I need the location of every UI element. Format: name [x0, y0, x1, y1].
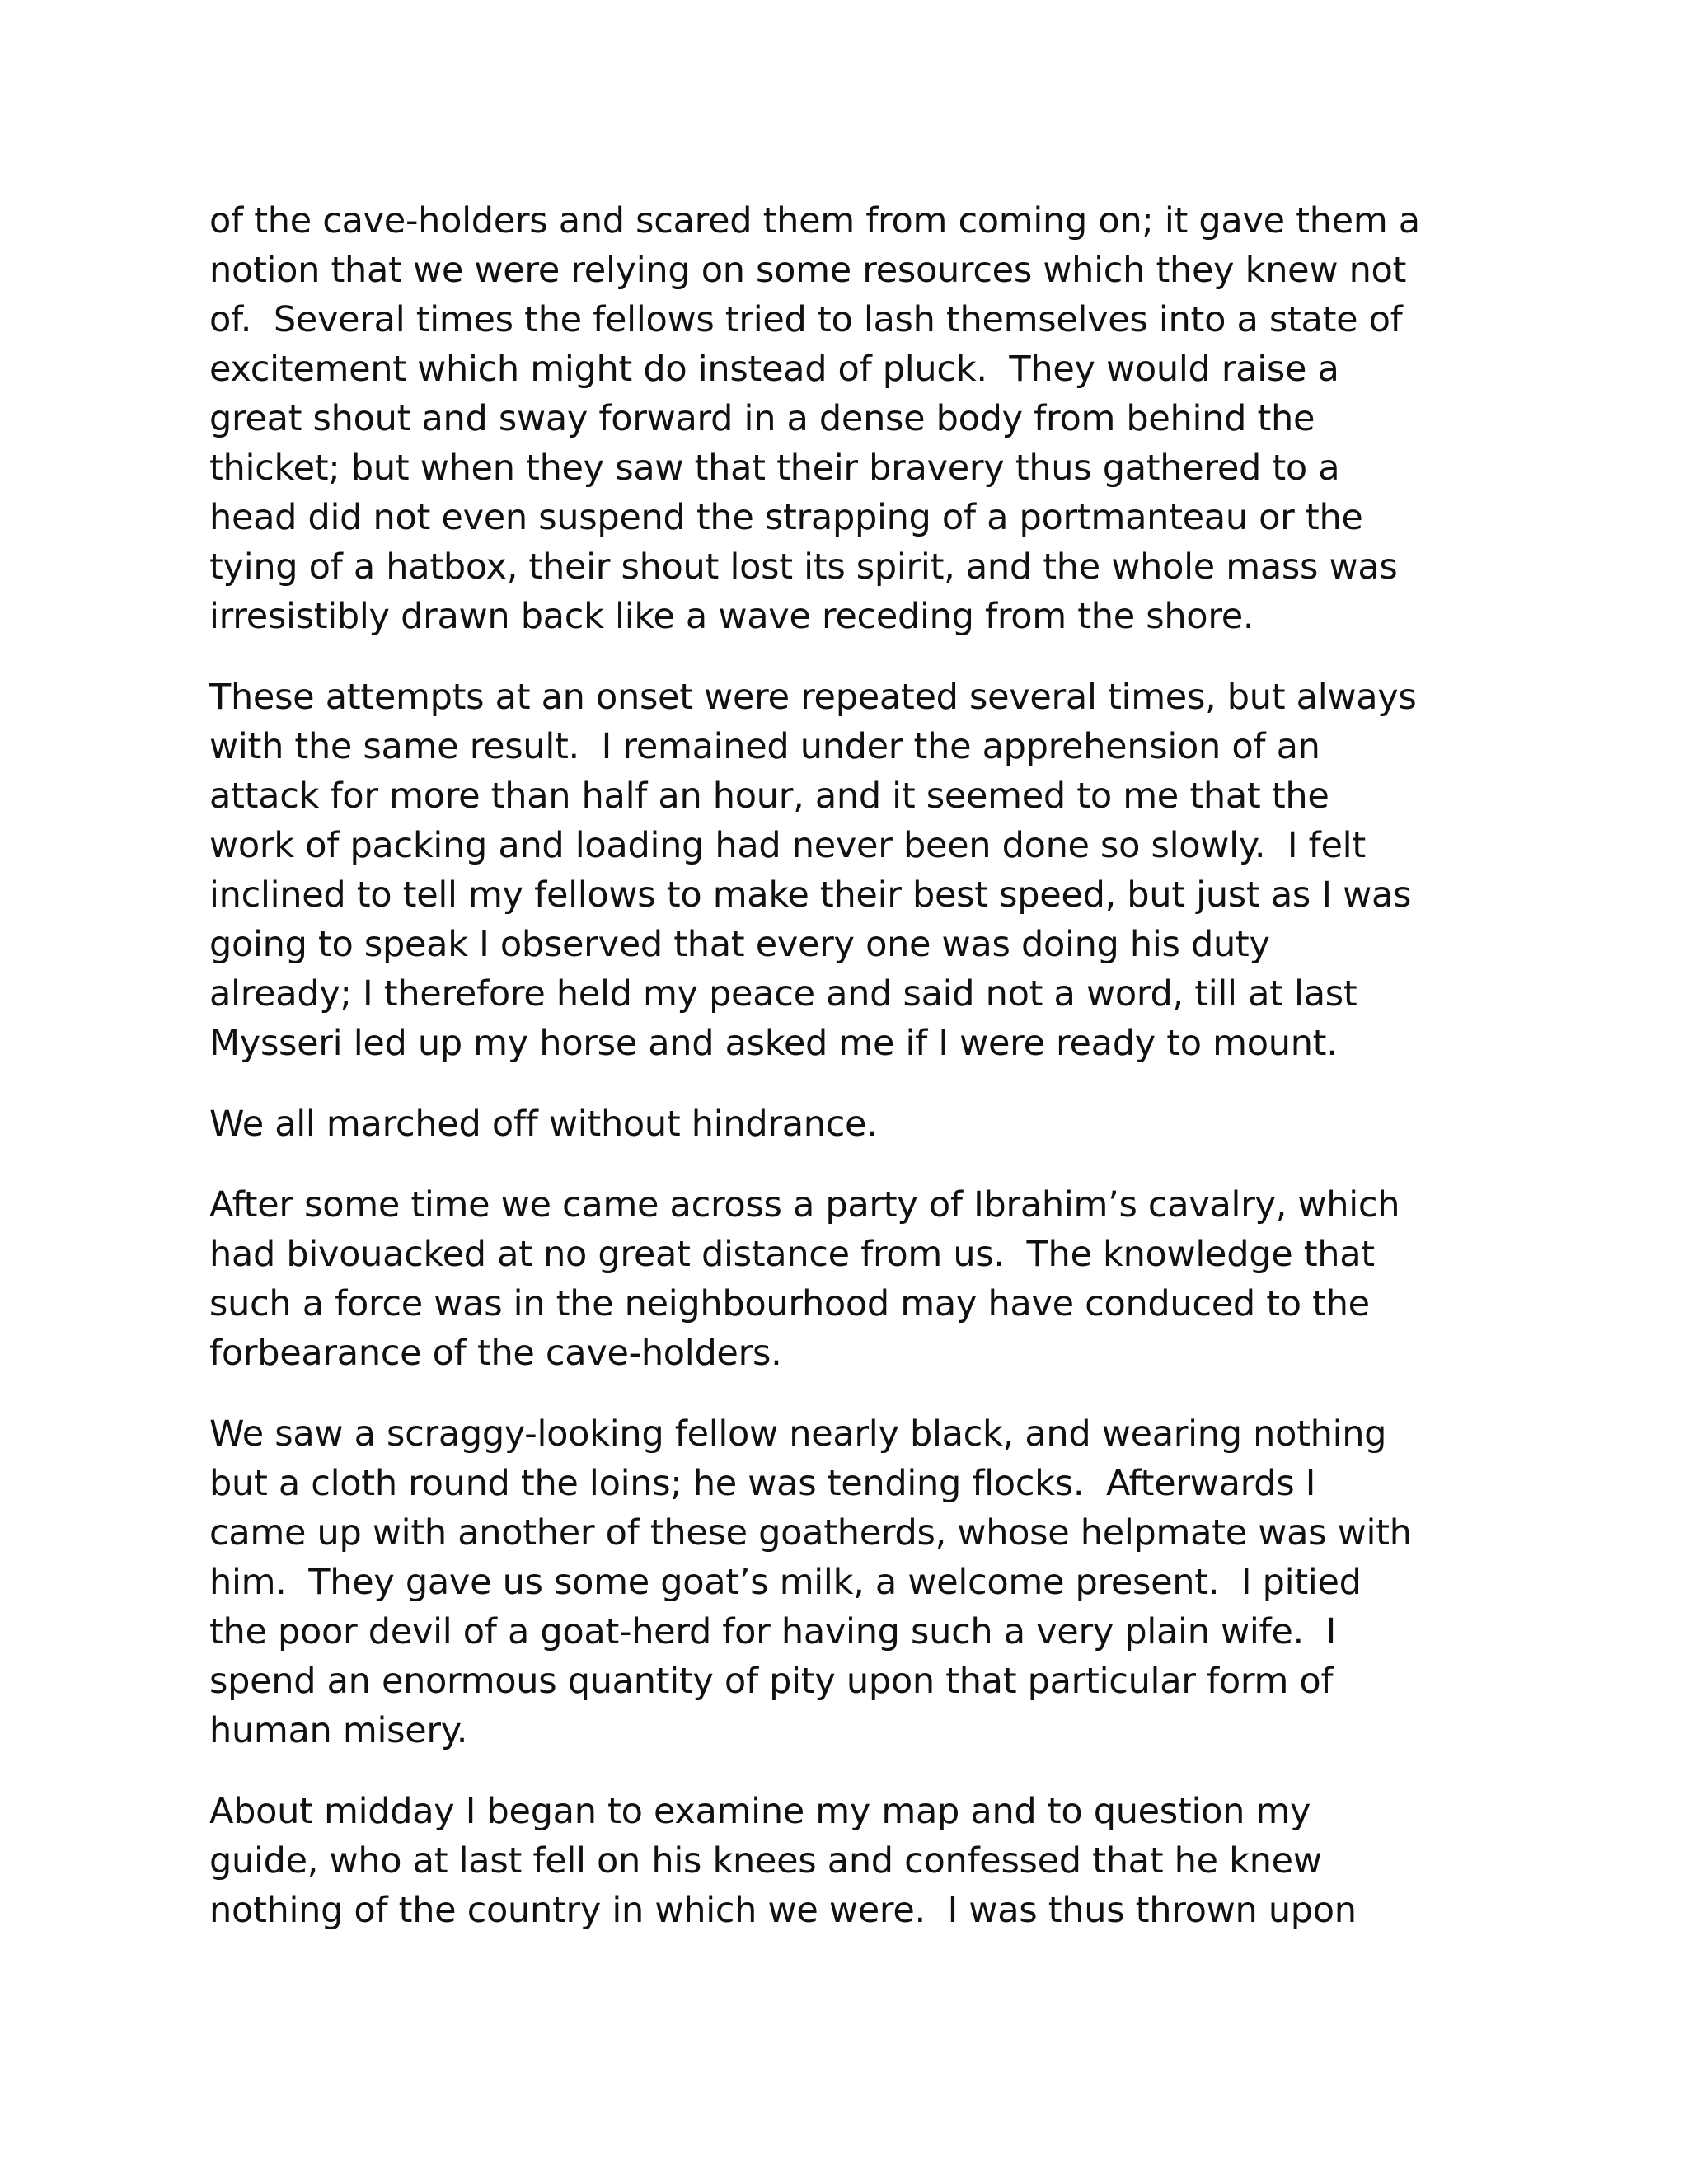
text-line: head did not even suspend the strapping of a portmanteau or the	[209, 497, 1363, 538]
text-line: Mysseri led up my horse and asked me if I were ready to mount.	[209, 1023, 1338, 1064]
text-line: came up with another of these goatherds, whose helpmate was with	[209, 1512, 1412, 1554]
text-line: About midday I began to examine my map and to question my	[209, 1791, 1311, 1832]
text-line: We all marched off without hindrance.	[209, 1104, 878, 1145]
text-line: guide, who at last fell on his knees and confessed that he knew	[209, 1840, 1322, 1882]
text-line: nothing of the country in which we were. I was thus thrown upon	[209, 1890, 1357, 1931]
text-line: great shout and sway forward in a dense body from behind the	[209, 398, 1315, 439]
text-line: of the cave-holders and scared them from coming on; it gave them a	[209, 200, 1420, 241]
paragraph	[209, 196, 1495, 641]
text-line: such a force was in the neighbourhood may have conduced to the	[209, 1283, 1370, 1324]
paragraph	[209, 1787, 1495, 1935]
text-line: These attempts at an onset were repeated several times, but always	[209, 677, 1417, 718]
text-line: the poor devil of a goat-herd for having such a very plain wife. I	[209, 1611, 1337, 1652]
body-text	[209, 196, 1495, 1966]
text-line: already; I therefore held my peace and said not a word, till at last	[209, 973, 1357, 1015]
text-line: inclined to tell my fellows to make their best speed, but just as I was	[209, 874, 1412, 916]
paragraph	[209, 1099, 1495, 1149]
text-line: had bivouacked at no great distance from us. The knowledge that	[209, 1234, 1375, 1275]
text-line: forbearance of the cave-holders.	[209, 1333, 782, 1374]
text-line: After some time we came across a party of Ibrahim’s cavalry, which	[209, 1184, 1400, 1226]
paragraph	[209, 1180, 1495, 1378]
text-line: tying of a hatbox, their shout lost its spirit, and the whole mass was	[209, 546, 1398, 588]
text-line: going to speak I observed that every one was doing his duty	[209, 924, 1270, 965]
text-line: excitement which might do instead of pluck. They would raise a	[209, 349, 1339, 390]
text-line: human misery.	[209, 1710, 468, 1751]
text-line: notion that we were relying on some resources which they knew not	[209, 250, 1407, 291]
text-line: of. Several times the fellows tried to lash themselves into a state of	[209, 299, 1403, 340]
text-line: with the same result. I remained under the apprehension of an	[209, 726, 1320, 767]
text-line: We saw a scraggy-looking fellow nearly black, and wearing nothing	[209, 1413, 1387, 1455]
text-line: work of packing and loading had never been done so slowly. I felt	[209, 825, 1366, 866]
text-line: attack for more than half an hour, and it seemed to me that the	[209, 776, 1329, 817]
text-line: but a cloth round the loins; he was tending flocks. Afterwards I	[209, 1463, 1316, 1504]
text-line: thicket; but when they saw that their bravery thus gathered to a	[209, 448, 1340, 489]
text-line: him. They gave us some goat’s milk, a welcome present. I pitied	[209, 1562, 1362, 1603]
paragraph	[209, 673, 1495, 1068]
text-line: irresistibly drawn back like a wave receding from the shore.	[209, 596, 1254, 637]
text-line: spend an enormous quantity of pity upon that particular form of	[209, 1661, 1334, 1702]
paragraph	[209, 1409, 1495, 1755]
